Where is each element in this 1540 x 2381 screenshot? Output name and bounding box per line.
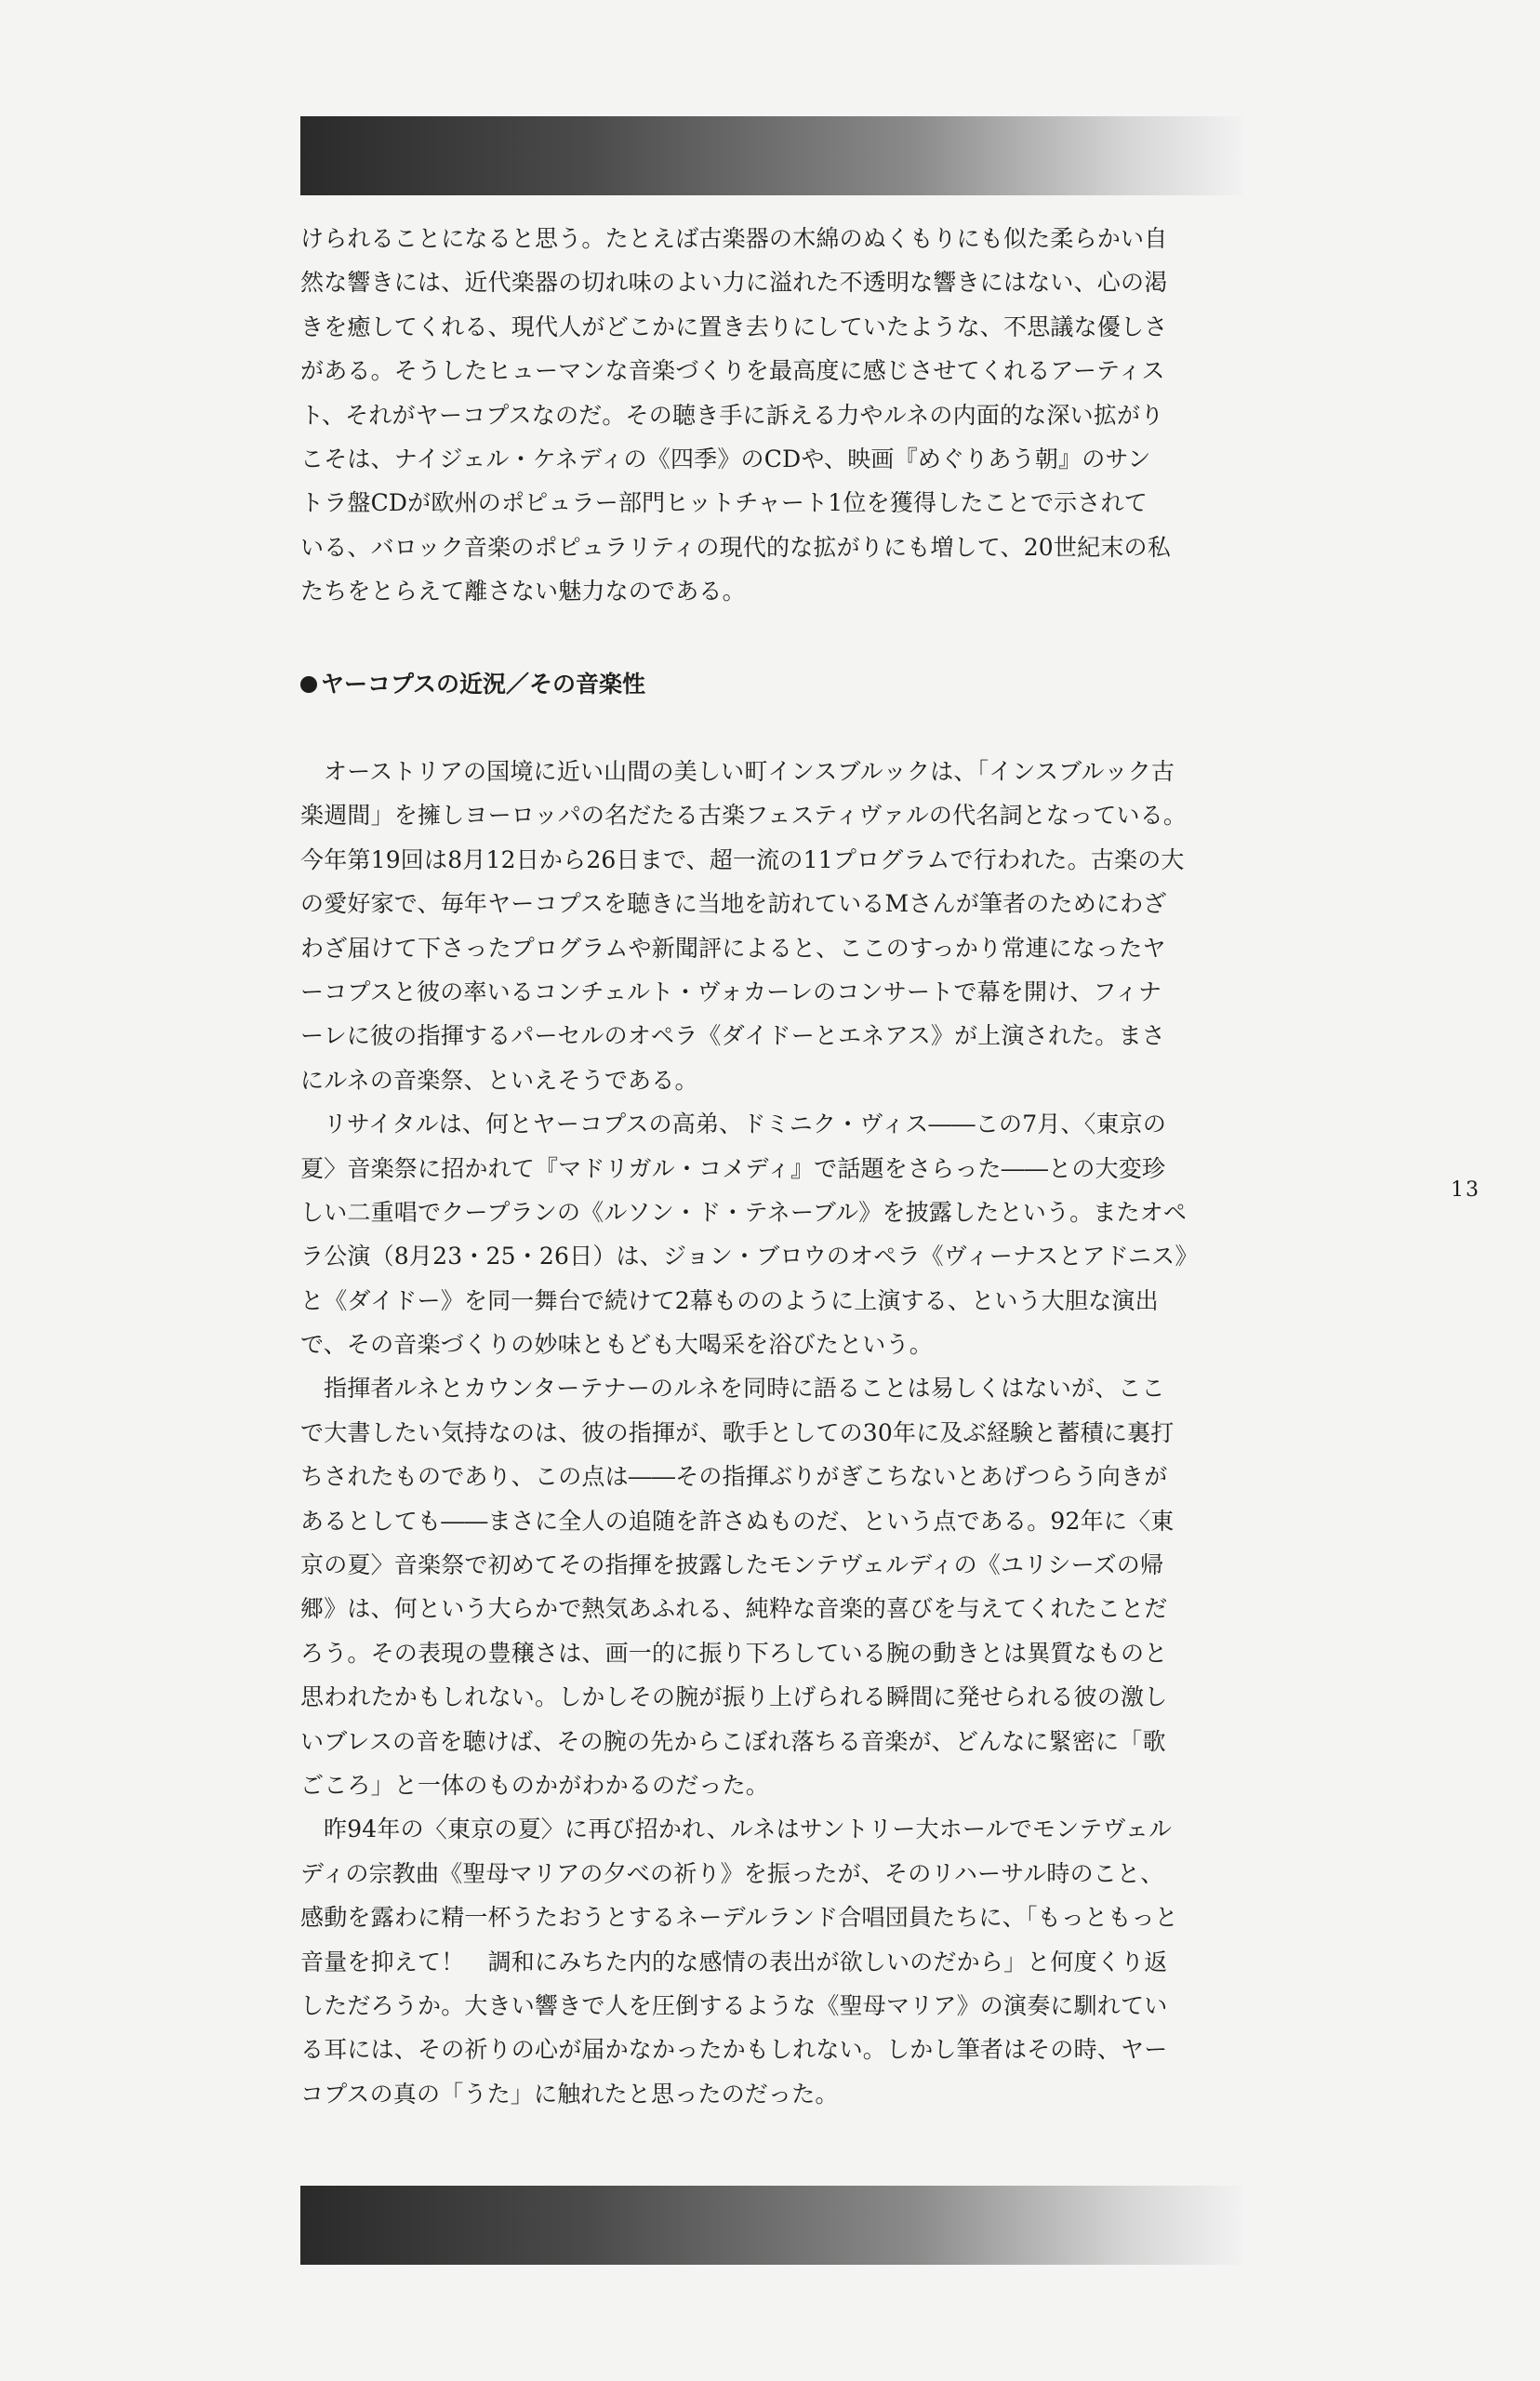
- text-line: 昨94年の〈東京の夏〉に再び招かれ、ルネはサントリー大ホールでモンテヴェル: [324, 1816, 1173, 1843]
- text-line: ディの宗教曲《聖母マリアの夕べの祈り》を振ったが、そのリハーサル時のこと、: [300, 1859, 1164, 1887]
- text-line: 夏〉音楽祭に招かれて『マドリガル・コメディ』で話題をさらった――との大変珍: [300, 1154, 1166, 1182]
- text-line: ろう。その表現の豊穣さは、画一的に振り下ろしている腕の動きとは異質なものと: [300, 1639, 1168, 1667]
- section-heading: [300, 666, 645, 703]
- text-line: オーストリアの国境に近い山間の美しい町インスブルックは、「インスブルック古: [324, 758, 1175, 785]
- text-line: コプスの真の「うた」に触れたと思ったのだった。: [300, 2080, 839, 2108]
- text-line: しい二重唱でクープランの《ルソン・ド・テネーブル》を披露したという。またオペ: [300, 1198, 1188, 1226]
- text-line: トラ盤CDが欧州のポピュラー部門ヒットチャート1位を獲得したことで示されて: [300, 489, 1148, 517]
- bullet-icon: [300, 676, 317, 693]
- text-line: きを癒してくれる、現代人がどこかに置き去りにしていたような、不思議な優しさ: [300, 313, 1168, 340]
- text-line: で大書したい気持なのは、彼の指揮が、歌手としての30年に及ぶ経験と蓄積に裏打: [300, 1418, 1175, 1446]
- text-line: る耳には、その祈りの心が届かなかったかもしれない。しかし筆者はその時、ヤー: [300, 2036, 1168, 2064]
- text-line: がある。そうしたヒューマンな音楽づくりを最高度に感じさせてくれるアーティス: [300, 357, 1165, 385]
- text-line: ーコプスと彼の率いるコンチェルト・ヴォカーレのコンサートで幕を開け、フィナ: [300, 978, 1162, 1005]
- text-line: わざ届けて下さったプログラムや新聞評によると、ここのすっかり常連になったヤ: [300, 934, 1166, 962]
- text-line: と《ダイドー》を同一舞台で続けて2幕もののように上演する、という大胆な演出: [300, 1286, 1159, 1314]
- text-line: 思われたかもしれない。しかしその腕が振り上げられる瞬間に発せられる彼の激し: [300, 1683, 1168, 1711]
- text-line: ーレに彼の指揮するパーセルのオペラ《ダイドーとエネアス》が上演された。まさ: [300, 1022, 1165, 1050]
- text-line: にルネの音楽祭、といえそうである。: [300, 1066, 698, 1094]
- text-line: ト、それがヤーコプスなのだ。その聴き手に訴える力やルネの内面的な深い拡がり: [300, 401, 1164, 429]
- text-line: 感動を露わに精一杯うたおうとするネーデルランド合唱団員たちに、「もっともっと: [300, 1904, 1178, 1932]
- text-line: 郷》は、何という大らかで熱気あふれる、純粋な音楽的喜びを与えてくれたことだ: [300, 1595, 1168, 1623]
- text-line: ラ公演（8月23・25・26日）は、ジョン・ブロウのオペラ《ヴィーナスとアドニス》: [300, 1243, 1199, 1270]
- header-gradient-bar: [300, 116, 1242, 195]
- text-line: 指揮者ルネとカウンターテナーのルネを同時に語ることは易しくはないが、ここ: [324, 1375, 1165, 1403]
- text-line: 然な響きには、近代楽器の切れ味のよい力に溢れた不透明な響きにはない、心の渇: [300, 269, 1168, 297]
- text-line: の愛好家で、毎年ヤーコプスを聴きに当地を訪れているMさんが筆者のためにわざ: [300, 890, 1167, 918]
- footer-gradient-bar: [300, 2186, 1242, 2265]
- section-body: [300, 750, 1242, 2116]
- intro-paragraph: [300, 217, 1242, 614]
- text-line: 今年第19回は8月12日から26日まで、超一流の11プログラムで行われた。古楽の大: [300, 845, 1185, 873]
- text-line: ちされたものであり、この点は――その指揮ぶりがぎこちないとあげつらう向きが: [300, 1463, 1168, 1491]
- text-line: リサイタルは、何とヤーコプスの高弟、ドミニク・ヴィス――この7月、〈東京の: [324, 1111, 1167, 1138]
- text-line: たちをとらえて離さない魅力なのである。: [300, 578, 746, 605]
- text-line: ごころ」と一体のものかがわかるのだった。: [300, 1771, 770, 1799]
- text-line: あるとしても――まさに全人の追随を許さぬものだ、という点である。92年に〈東: [300, 1507, 1175, 1535]
- text-line: 楽週間」を擁しヨーロッパの名だたる古楽フェスティヴァルの代名詞となっている。: [300, 802, 1188, 830]
- text-line: しただろうか。大きい響きで人を圧倒するような《聖母マリア》の演奏に馴れてい: [300, 1991, 1168, 2019]
- text-line: いる、バロック音楽のポピュラリティの現代的な拡がりにも増して、20世紀末の私: [300, 533, 1171, 561]
- text-line: で、その音楽づくりの妙味ともども大喝采を浴びたという。: [300, 1331, 933, 1359]
- text-line: いブレスの音を聴けば、その腕の先からこぼれ落ちる音楽が、どんなに緊密に「歌: [300, 1727, 1166, 1755]
- text-line: けられることになると思う。たとえば古楽器の木綿のぬくもりにも似た柔らかい自: [300, 225, 1168, 252]
- section-heading-text: ヤーコプスの近況／その音楽性: [321, 671, 646, 698]
- text-line: 京の夏〉音楽祭で初めてその指揮を披露したモンテヴェルディの《ユリシーズの帰: [300, 1551, 1164, 1579]
- text-line: こそは、ナイジェル・ケネディの《四季》のCDや、映画『めぐりあう朝』のサン: [300, 445, 1151, 472]
- page-number: 13: [1451, 1178, 1480, 1202]
- text-line: 音量を抑えて！ 調和にみちた内的な感情の表出が欲しいのだから」と何度くり返: [300, 1948, 1168, 1975]
